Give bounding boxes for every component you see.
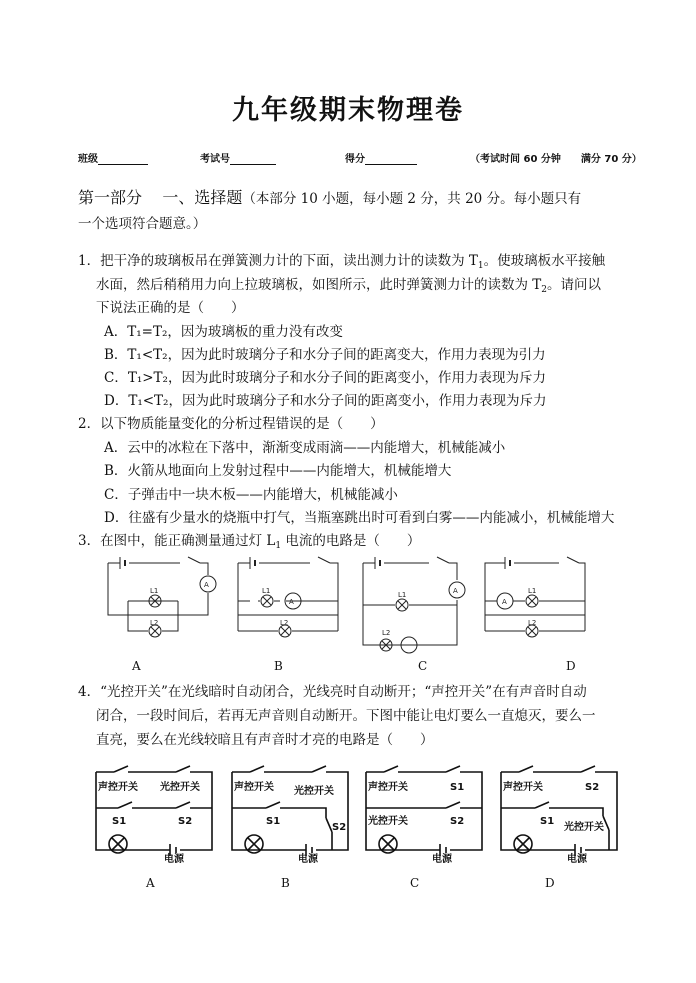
q4-circuit-c — [366, 766, 482, 856]
q3-circuit-a — [108, 557, 216, 637]
q4-line-1: 4．“光控开关”在光线暗时自动闭合，光线亮时自动断开；“声控开关”在有声音时自动 — [78, 684, 587, 700]
q4b-s2: S2 — [332, 822, 347, 833]
q3-sub: 1 — [275, 541, 282, 551]
q4d-light-switch: 光控开关 — [564, 822, 604, 833]
q4d-s1: S1 — [540, 816, 555, 827]
q4-label-c: C — [410, 876, 420, 890]
class-label: 班级 — [78, 154, 98, 165]
q4-label-b: B — [281, 876, 290, 890]
score-label: 得分 — [345, 154, 365, 165]
q4d-sound-switch: 声控开关 — [503, 782, 543, 793]
exam-note: （考试时间 60 分钟 满分 70 分） — [470, 154, 642, 165]
q4a-light-switch: 光控开关 — [160, 782, 200, 793]
lamp-l2-label-c: L2 — [382, 629, 391, 637]
q2-option-d: D．往盛有少量水的烧瓶中打气，当瓶塞跳出时可看到白雾——内能减小，机械能增大 — [104, 510, 615, 526]
q4-line-2: 闭合，一段时间后，若再无声音则自动断开。下图中能让电灯要么一直熄灭，要么一 — [96, 708, 596, 724]
q1-sub-2: 2 — [541, 285, 548, 295]
meter-c-label: A — [453, 587, 458, 595]
lamp-l1-label-d: L1 — [528, 587, 537, 595]
section-heading — [78, 186, 678, 236]
lamp-l1-label-a: L1 — [150, 587, 159, 595]
q3-label-d: D — [566, 659, 576, 673]
meter-b-label: A — [289, 598, 294, 606]
q2-option-a: A．云中的冰粒在下落中，渐渐变成雨滴——内能增大，机械能减小 — [104, 440, 506, 456]
q3-label-a: A — [132, 659, 141, 673]
score-blank — [365, 154, 417, 165]
meter-d-label: A — [502, 598, 507, 606]
q1-text-1b: 。使玻璃板水平接触 — [483, 253, 606, 269]
exam-no-label: 考试号 — [200, 154, 230, 165]
q2-option-c: C．子弹击中一块木板——内能增大，机械能减小 — [104, 487, 398, 503]
lamp-l1-label-c: L1 — [398, 591, 407, 599]
q1-sub-1: 1 — [477, 261, 484, 271]
q4b-power: 电源 — [298, 854, 318, 865]
class-blank — [98, 154, 148, 165]
q4a-s2: S2 — [178, 816, 193, 827]
q4-circuit-a — [96, 766, 212, 856]
q4c-power: 电源 — [432, 854, 452, 865]
q4-circuits-figure — [90, 758, 630, 866]
q4c-s1: S1 — [450, 782, 465, 793]
lamp-l1-label-b: L1 — [262, 587, 271, 595]
q4-label-a: A — [146, 876, 155, 890]
lamp-l2-label-a: L2 — [150, 619, 159, 627]
q4-line-3: 直亮，要么在光线较暗且有声音时才亮的电路是（ ） — [96, 732, 434, 748]
q3-label-c: C — [418, 659, 428, 673]
q1-option-b: B．T₁<T₂，因为此时玻璃分子和水分子间的距离变大，作用力表现为引力 — [104, 347, 546, 363]
exam-no-blank — [230, 154, 276, 165]
q1-text-2b: 。请问以 — [547, 277, 602, 293]
q1-line-3: 下说法正确的是（ ） — [96, 300, 245, 316]
q4a-s1: S1 — [112, 816, 127, 827]
class-field — [78, 150, 148, 165]
lamp-l2-label-d: L2 — [528, 619, 537, 627]
q2-stem: 2．以下物质能量变化的分析过程错误的是（ ） — [78, 416, 384, 432]
q4-circuit-d — [501, 766, 617, 856]
q3-text-a: 3．在图中，能正确测量通过灯 L — [78, 533, 276, 549]
section-part: 第一部分 — [78, 188, 143, 207]
q1-option-c: C．T₁>T₂，因为此时玻璃分子和水分子间的距离变小，作用力表现为斥力 — [104, 370, 546, 386]
q4-circuit-b — [232, 766, 348, 856]
section-title: 一、选择题 — [162, 188, 243, 207]
q4b-s1: S1 — [266, 816, 281, 827]
lamp-l2-label-b: L2 — [280, 619, 289, 627]
q4d-s2: S2 — [585, 782, 600, 793]
q3-circuit-c — [363, 557, 465, 653]
q1-text-1a: 1．把干净的玻璃板吊在弹簧测力计的下面，读出测力计的读数为 T — [78, 253, 478, 269]
q1-option-d: D．T₁<T₂，因为此时玻璃分子和水分子间的距离变小，作用力表现为斥力 — [104, 393, 547, 409]
page-title: 九年级期末物理卷 — [232, 95, 464, 126]
q3-label-b: B — [274, 659, 283, 673]
q4a-power: 电源 — [164, 854, 184, 865]
q4c-light-switch: 光控开关 — [368, 816, 408, 827]
q3-text-b: 电流的电路是（ ） — [281, 533, 421, 549]
q4d-power: 电源 — [567, 854, 587, 865]
q4b-sound-switch: 声控开关 — [234, 782, 274, 793]
section-note-2: 一个选项符合题意。） — [78, 216, 207, 232]
q4a-sound-switch: 声控开关 — [98, 782, 138, 793]
score-field — [345, 150, 417, 165]
q1-text-2a: 水面，然后稍稍用力向上拉玻璃板，如图所示，此时弹簧测力计的读数为 T — [96, 277, 542, 293]
q4c-s2: S2 — [450, 816, 465, 827]
q4b-light-switch: 光控开关 — [294, 786, 334, 797]
exam-no-field — [200, 150, 276, 165]
q4-label-d: D — [545, 876, 555, 890]
q1-option-a: A．T₁=T₂，因为玻璃板的重力没有改变 — [104, 324, 343, 340]
section-note-1: （本部分 10 小题，每小题 2 分，共 20 分。每小题只有 — [242, 191, 582, 207]
meter-a-label: A — [204, 581, 209, 589]
q3-circuits-figure — [100, 555, 600, 675]
q2-option-b: B．火箭从地面向上发射过程中——内能增大，机械能增大 — [104, 463, 452, 479]
q4c-sound-switch: 声控开关 — [368, 782, 408, 793]
